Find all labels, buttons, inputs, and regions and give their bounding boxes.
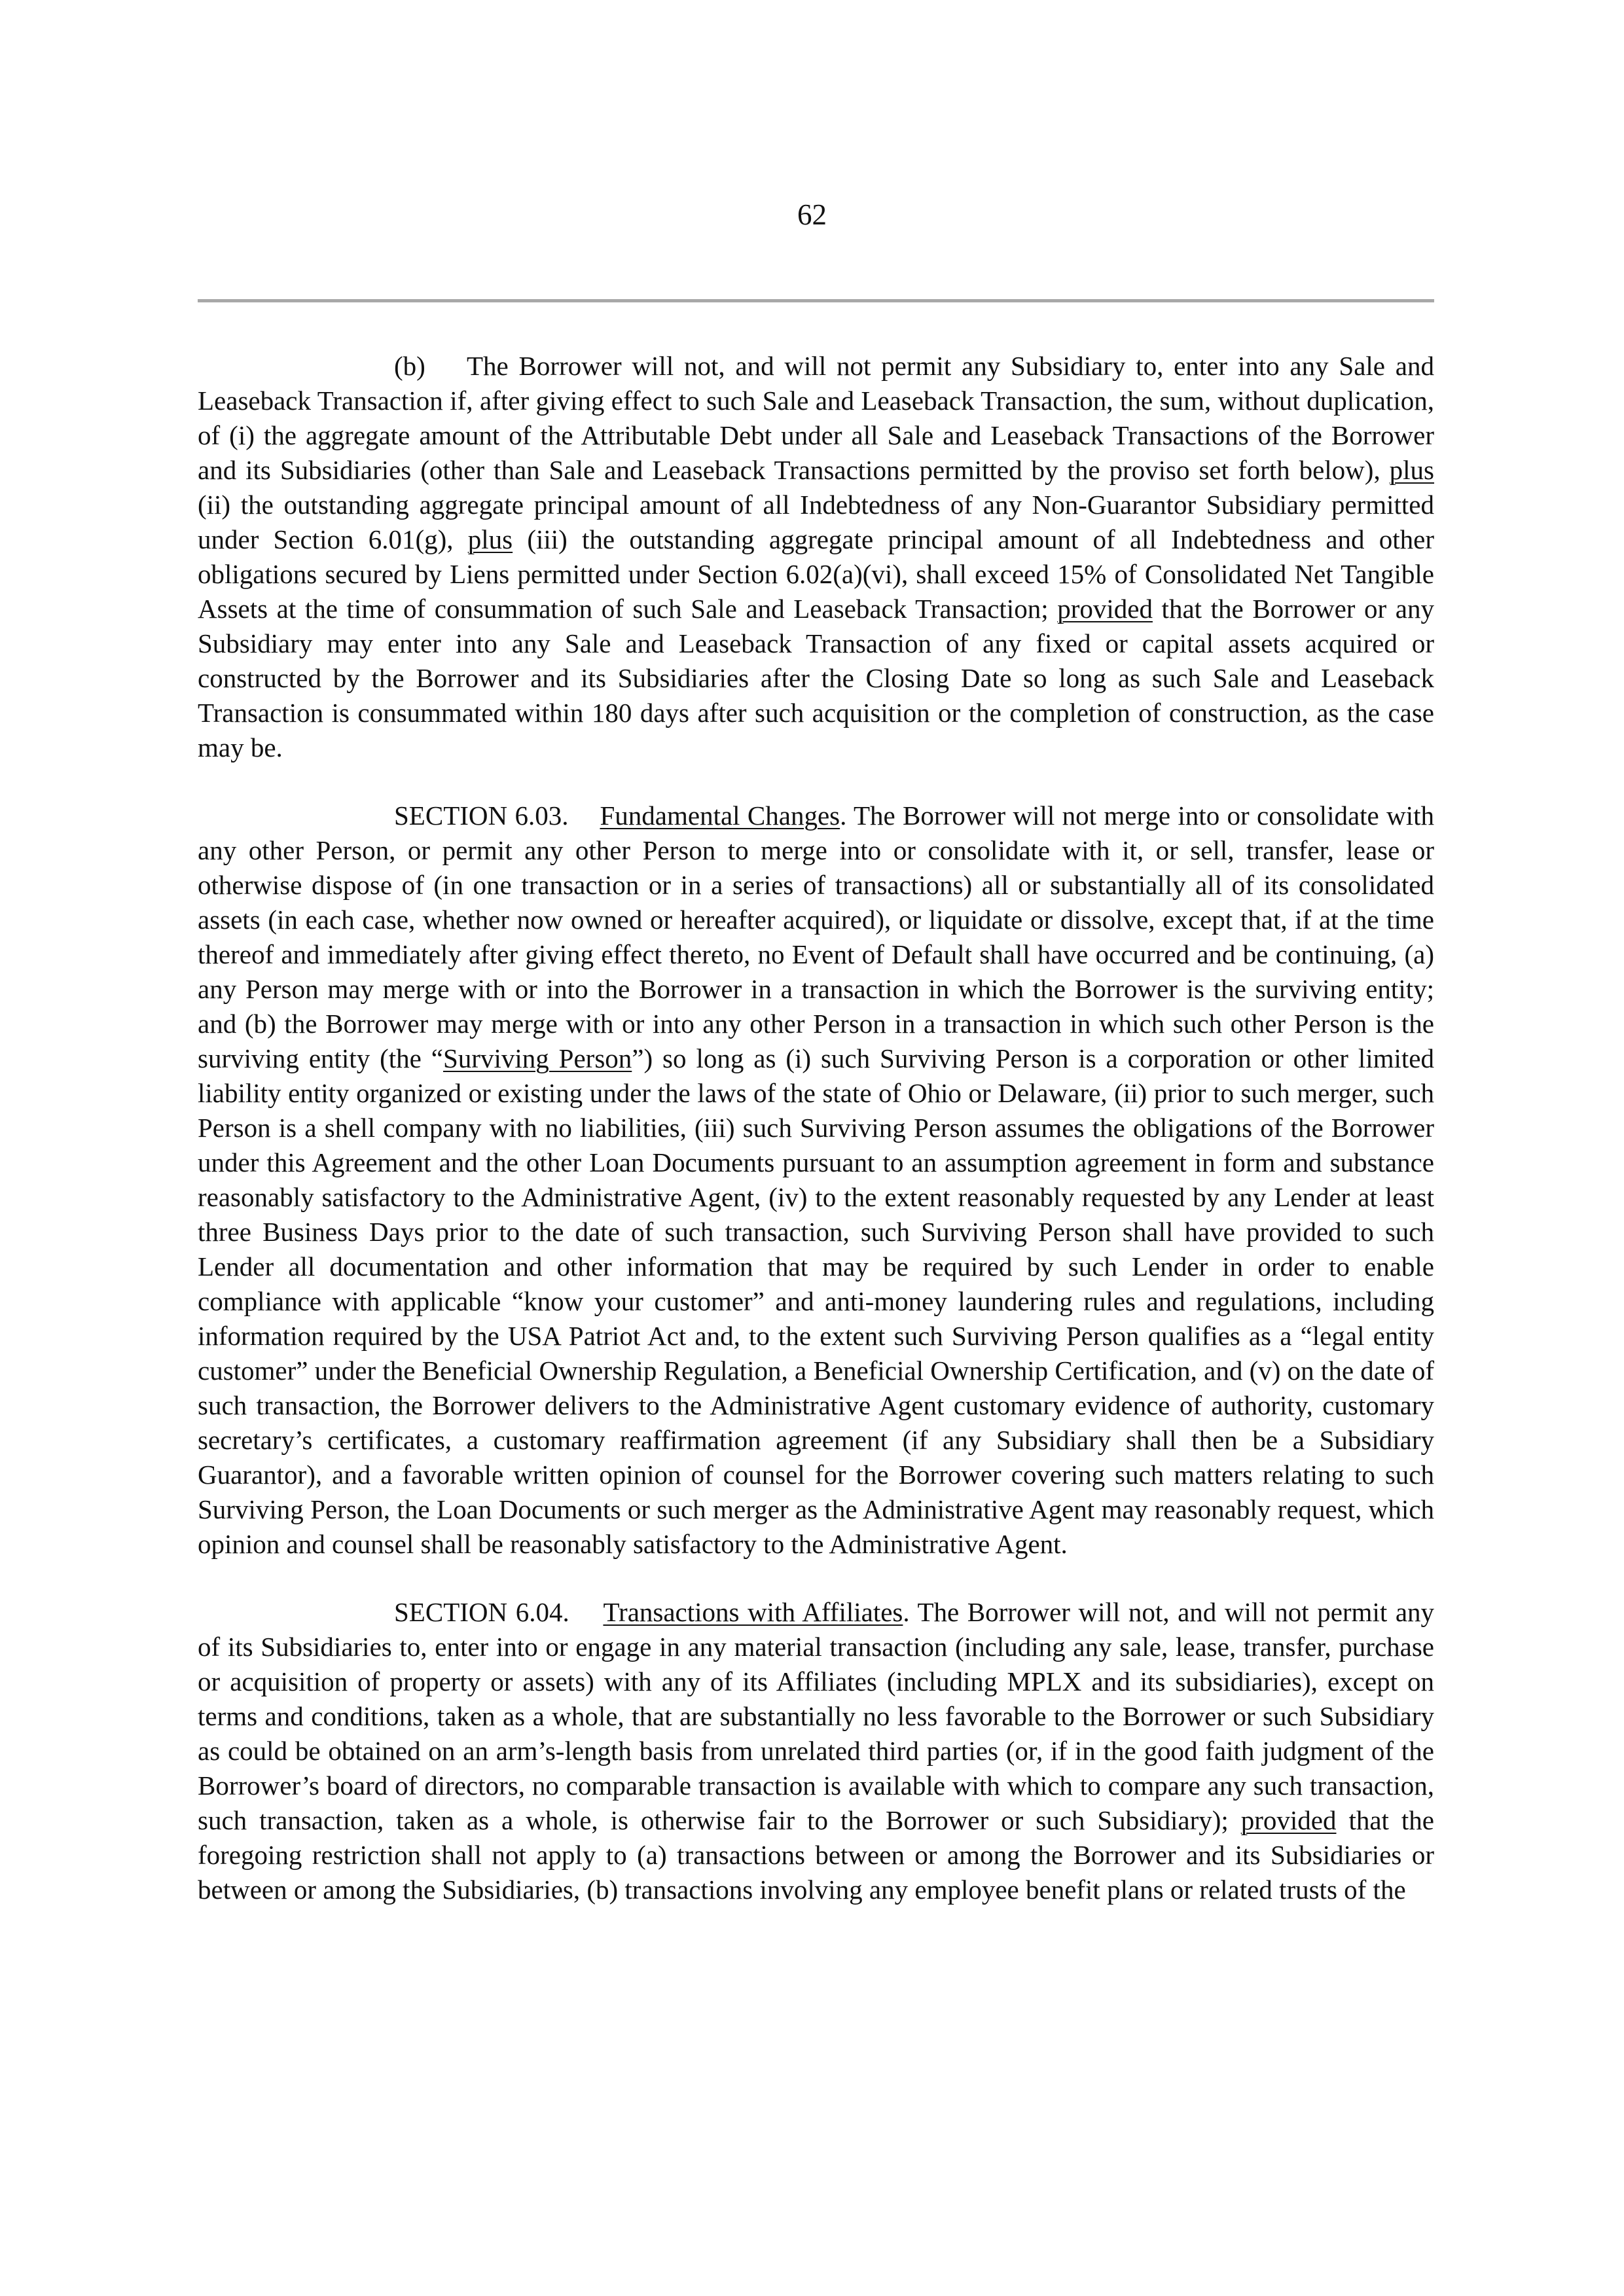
paragraph-text: . The Borrower will not, and will not permit any of its Subsidiaries to, enter into or engage in any material transaction (including any sale, lease, transfer, purchase or acquisition of property or assets) with any of its Affiliates (including MPLX and its subsidiaries), except on terms and conditions, taken as a whole, that are substantially no less favorable to the Borrower or such Subsidiary as could be obtained on an arm’s-length basis from unrelated third parties (or, if in the good faith judgment of the Borrower’s board of directors, no comparable transaction is available with which to compare any such transaction, such transaction, taken as a whole, is otherwise fair to the Borrower or such Subsidiary); <box>198 1597 1435 1835</box>
document-body <box>198 349 1434 1941</box>
page-number: 62 <box>797 198 827 231</box>
paragraph-b <box>198 349 1434 765</box>
section-6-04 <box>198 1595 1434 1907</box>
defined-term: Surviving Person <box>443 1043 632 1073</box>
paragraph-text: that the Borrower or any Subsidiary may enter into any Sale and Leaseback Transaction of any fixed or capital assets acquired or constructed by the Borrower and its Subsidiaries after the Closing Date so long as such Sale and Leaseback Transaction is consummated within 180 days after such acquisition or the completion of construction, as the case may be. <box>198 594 1434 762</box>
section-heading: Fundamental Changes <box>600 800 840 831</box>
paragraph-text: (ii) the outstanding aggregate principal amount of all Indebtedness of any Non-Guarantor Subsidiary permitted under Section 6.01(g), <box>198 490 1434 554</box>
paragraph-text: . The Borrower will not merge into or consolidate with any other Person, or permit any other Person to merge into or consolidate with it, or sell, transfer, lease or otherwise dispose of (in one transaction or in a series of transactions) all or substantially all of its consolidated assets (in each case, whether now owned or hereafter acquired), or liquidate or dissolve, except that, if at the time thereof and immediately after giving effect thereto, no Event of Default shall have occurred and be continuing, (a) any Person may merge with or into the Borrower in a transaction in which the Borrower is the surviving entity; and (b) the Borrower may merge with or into any other Person in a transaction in which such other Person is the surviving entity (the “ <box>198 800 1434 1073</box>
header-rule <box>198 299 1434 302</box>
section-number: SECTION 6.03. <box>394 800 569 831</box>
paragraph-text: The Borrower will not, and will not permit any Subsidiary to, enter into any Sale and Leaseback Transaction if, after giving effect to such Sale and Leaseback Transaction, the sum, without duplication, of (i) the aggregate amount of the Attributable Debt under all Sale and Leaseback Transactions of the Borrower and its Subsidiaries (other than Sale and Leaseback Transactions permitted by the proviso set forth below), <box>198 351 1434 485</box>
clause-label: (b) <box>394 351 425 381</box>
underlined-term: provided <box>1240 1805 1337 1835</box>
underlined-term: plus <box>467 524 513 554</box>
section-number: SECTION 6.04. <box>394 1597 569 1627</box>
underlined-term: provided <box>1057 594 1153 624</box>
section-6-03 <box>198 798 1434 1562</box>
section-heading: Transactions with Affiliates <box>603 1597 903 1627</box>
paragraph-text: that the foregoing restriction shall not apply to (a) transactions between or among the Borrower and its Subsidiaries or between or among the Subsidiaries, (b) transactions involving any employee benefit plans or related trusts of the <box>198 1805 1434 1905</box>
underlined-term: plus <box>1389 455 1434 485</box>
paragraph-text: (iii) the outstanding aggregate principal amount of all Indebtedness and other obligations secured by Liens permitted under Section 6.02(a)(vi), shall exceed 15% of Consolidated Net Tangible Assets at the time of consummation of such Sale and Leaseback Transaction; <box>198 524 1435 624</box>
paragraph-text: ”) so long as (i) such Surviving Person is a corporation or other limited liability entity organized or existing under the laws of the state of Ohio or Delaware, (ii) prior to such merger, such Person is a shell company with no liabilities, (iii) such Surviving Person assumes the obligations of the Borrower under this Agreement and the other Loan Documents pursuant to an assumption agreement in form and substance reasonably satisfactory to the Administrative Agent, (iv) to the extent reasonably requested by any Lender at least three Business Days prior to the date of such transaction, such Surviving Person shall have provided to such Lender all documentation and other information that may be required by such Lender in order to enable compliance with applicable “know your customer” and anti-money laundering rules and regulations, including information required by the USA Patriot Act and, to the extent such Surviving Person qualifies as a “legal entity customer” under the Beneficial Ownership Regulation, a Beneficial Ownership Certification, and (v) on the date of such transaction, the Borrower delivers to the Administrative Agent customary evidence of authority, customary secretary’s certificates, a customary reaffirmation agreement (if any Subsidiary shall then be a Subsidiary Guarantor), and a favorable written opinion of counsel for the Borrower covering such matters relating to such Surviving Person, the Loan Documents or such merger as the Administrative Agent may reasonably request, which opinion and counsel shall be reasonably satisfactory to the Administrative Agent. <box>198 1043 1434 1559</box>
